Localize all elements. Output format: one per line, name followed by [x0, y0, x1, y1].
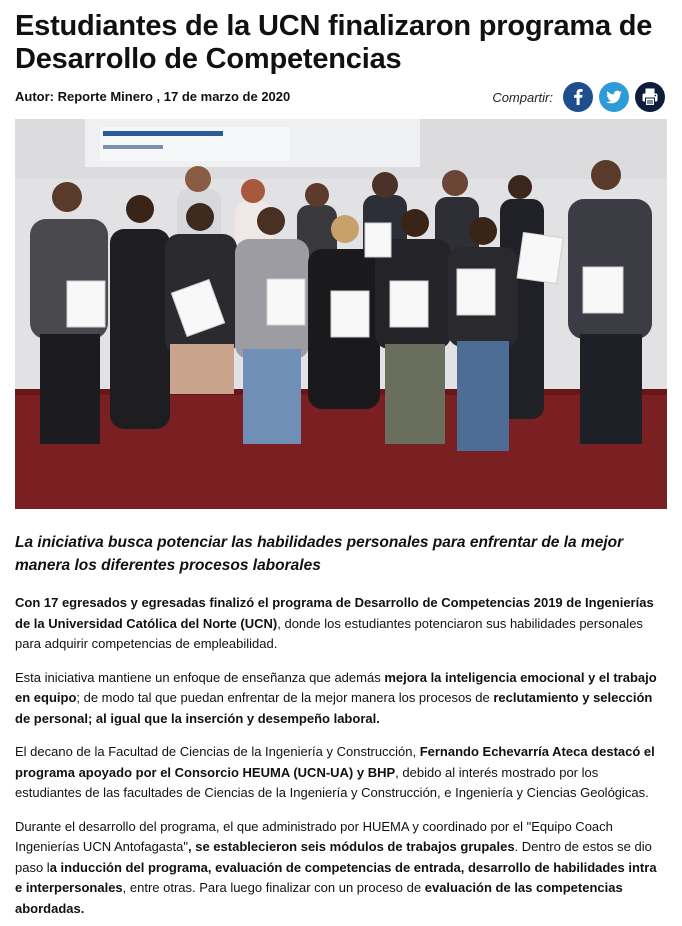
- p4-text-2: . Dentro de estos se dio paso l: [15, 839, 652, 875]
- p4-text-1: Durante el desarrollo del programa, el que administrado por HUEMA y coordinado por el "Equipo Coach Ingenierías UCN Antofagasta": [15, 818, 613, 854]
- p3-bold-1: Fernando Echevarría Ateca destacó el programa apoyado por el Consorcio HEUMA (UCN-UA) y BHP: [15, 744, 655, 780]
- article: [15, 10, 667, 919]
- facebook-share-button[interactable]: [563, 82, 593, 112]
- paragraph-1: [15, 593, 667, 655]
- facebook-icon: [563, 82, 593, 112]
- twitter-icon: [599, 82, 629, 112]
- p2-bold-1: mejora la inteligencia emocional y el trabajo en equipo: [15, 669, 657, 705]
- p4-bold-2: a inducción del programa, evaluación de competencias de entrada, desarrollo de habilidades intra e interpersonales: [15, 859, 657, 895]
- article-lead: La iniciativa busca potenciar las habilidades personales para enfrentar de la mejor manera los diferentes procesos laborales: [15, 534, 624, 574]
- author-line: Autor: Reporte Minero , 17 de marzo de 2020: [15, 89, 291, 104]
- p4-text-3: , entre otras. Para luego finalizar con un proceso de: [122, 880, 425, 895]
- p2-bold-2: reclutamiento y selección de personal; al igual que la inserción y desempeño laboral.: [15, 690, 653, 726]
- p4-bold-3: evaluación de las competencias abordadas.: [15, 880, 623, 916]
- p3-text-1: El decano de la Facultad de Ciencias de la Ingeniería y Construcción,: [15, 744, 420, 759]
- p2-text-1: Esta iniciativa mantiene un enfoque de enseñanza que además: [15, 669, 385, 685]
- p1-bold-1: Con 17 egresados y egresadas finalizó el programa de Desarrollo de Competencias 2019 de Ingenierías de la Universidad Católica del Norte (UCN): [15, 595, 654, 631]
- article-meta: [15, 82, 667, 116]
- p1-text-1: , donde los estudiantes potenciaron sus habilidades personales para adquirir competencias de empleabilidad.: [15, 615, 643, 651]
- p4-bold-1: , se establecieron seis módulos de trabajos grupales: [188, 839, 515, 854]
- article-title: Estudiantes de la UCN finalizaron programa de Desarrollo de Competencias: [15, 10, 653, 75]
- p3-text-2: , debido al interés mostrado por los estudiantes de las facultades de Ciencias de la Ingeniería y Construcción, e Ingeniería y Ciencias Geológicas.: [15, 764, 649, 800]
- group-photo-illustration: [15, 119, 667, 509]
- paragraph-2: [15, 668, 667, 730]
- share-label: Compartir:: [492, 89, 553, 105]
- paragraph-3: [15, 742, 667, 804]
- p2-text-2: ; de modo tal que puedan enfrentar de la mejor manera los procesos de: [76, 690, 494, 705]
- twitter-share-button[interactable]: [599, 82, 629, 112]
- paragraph-4: [15, 817, 667, 920]
- print-icon: [635, 82, 665, 112]
- share-bar: [492, 82, 665, 112]
- article-photo: [15, 119, 667, 509]
- print-button[interactable]: [635, 82, 665, 112]
